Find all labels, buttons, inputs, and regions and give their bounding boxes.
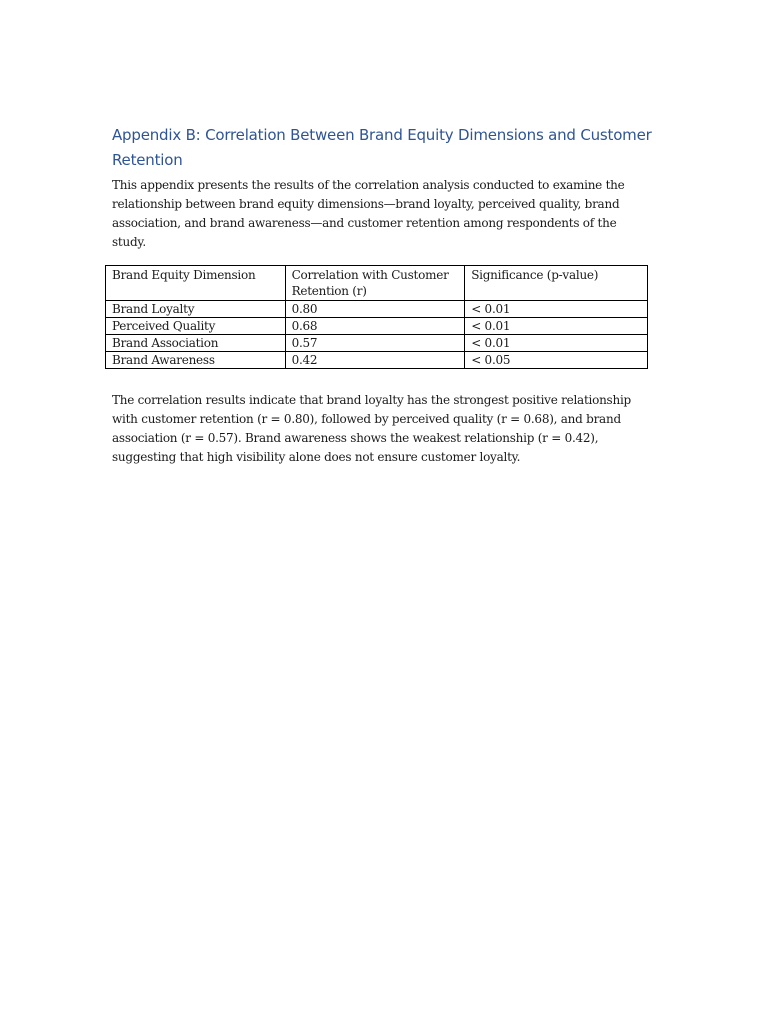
cell-correlation: 0.57 bbox=[285, 335, 465, 352]
document-body bbox=[112, 123, 652, 467]
header-dimension: Brand Equity Dimension bbox=[106, 266, 286, 301]
intro-paragraph: This appendix presents the results of the correlation analysis conducted to examine the relationship between brand equity dimensions—brand loyalty, perceived quality, brand association, and brand awareness—and customer retention among respondents of the study. bbox=[112, 178, 625, 249]
cell-significance: < 0.05 bbox=[465, 352, 648, 369]
table-row bbox=[106, 318, 648, 335]
cell-significance: < 0.01 bbox=[465, 318, 648, 335]
cell-correlation: 0.68 bbox=[285, 318, 465, 335]
cell-significance: < 0.01 bbox=[465, 335, 648, 352]
cell-dimension: Brand Loyalty bbox=[106, 301, 286, 318]
table-row bbox=[106, 335, 648, 352]
correlation-table bbox=[105, 265, 648, 369]
cell-correlation: 0.42 bbox=[285, 352, 465, 369]
summary-paragraph: The correlation results indicate that brand loyalty has the strongest positive relationship with customer retention (r = 0.80), followed by perceived quality (r = 0.68), and brand association (r = 0.57). Brand awareness shows the weakest relationship (r = 0.42), suggesting that high visibility alone does not ensure customer loyalty. bbox=[112, 393, 631, 464]
cell-significance: < 0.01 bbox=[465, 301, 648, 318]
table-row bbox=[106, 352, 648, 369]
header-significance: Significance (p-value) bbox=[465, 266, 648, 301]
table-header-row bbox=[106, 266, 648, 301]
cell-dimension: Brand Awareness bbox=[106, 352, 286, 369]
header-correlation: Correlation with Customer Retention (r) bbox=[285, 266, 465, 301]
appendix-heading: Appendix B: Correlation Between Brand Equity Dimensions and Customer Retention bbox=[112, 126, 652, 169]
cell-dimension: Perceived Quality bbox=[106, 318, 286, 335]
table-row bbox=[106, 301, 648, 318]
cell-dimension: Brand Association bbox=[106, 335, 286, 352]
cell-correlation: 0.80 bbox=[285, 301, 465, 318]
